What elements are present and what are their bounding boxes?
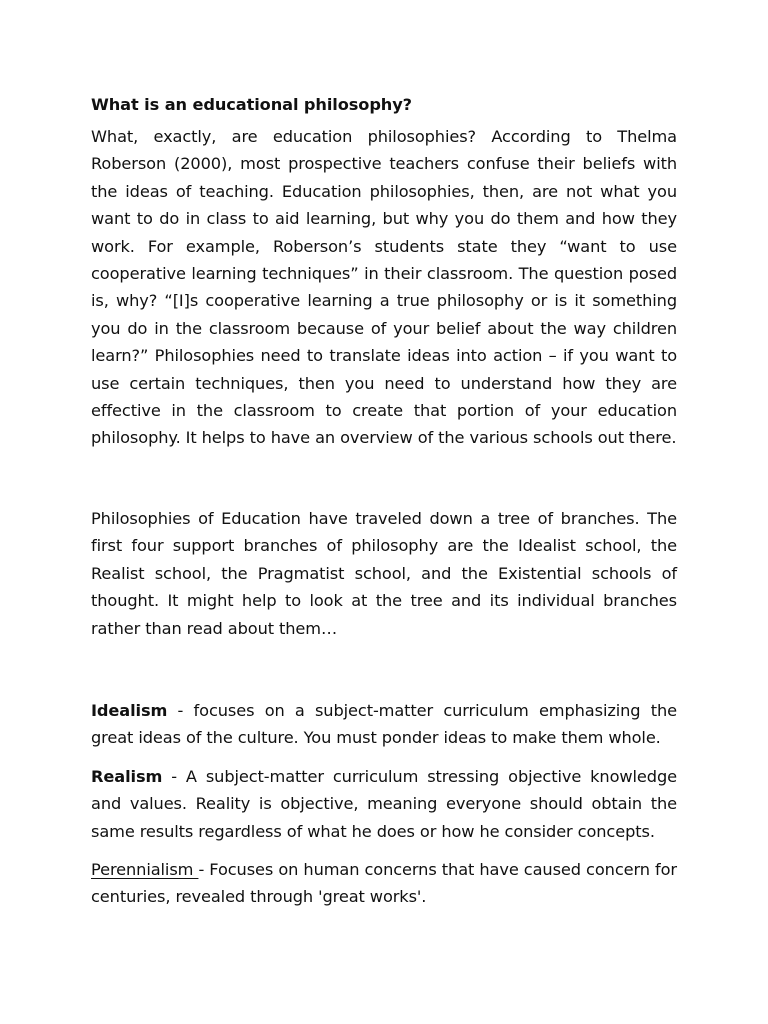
definition-perennialism-text: - Focuses on human concerns that have caused concern for centuries, revealed through 'great works'. <box>91 859 677 907</box>
term-perennialism: Perennialism <box>91 859 199 879</box>
tree-paragraph: Philosophies of Education have traveled down a tree of branches. The first four support branches of philosophy are the Idealist school, the Realist school, the Pragmatist school, and the Existential schools of thought. It might help to look at the tree and its individual branches rather than read about them… <box>91 508 677 638</box>
term-realism: Realism <box>91 766 163 786</box>
definition-idealism-text: - focuses on a subject-matter curriculum emphasizing the great ideas of the culture. You must ponder ideas to make them whole. <box>91 700 677 748</box>
definition-realism <box>91 763 677 845</box>
definition-realism-text: - A subject-matter curriculum stressing objective knowledge and values. Reality is objective, meaning everyone should obtain the same results regardless of what he does or how he consider concepts. <box>91 766 677 841</box>
document-heading: What is an educational philosophy? <box>91 95 412 114</box>
definition-idealism <box>91 697 677 752</box>
term-idealism: Idealism <box>91 700 168 720</box>
intro-paragraph: What, exactly, are education philosophies? According to Thelma Roberson (2000), most prospective teachers confuse their beliefs with the ideas of teaching. Education philosophies, then, are not what you want to do in class to aid learning, but why you do them and how they work. For example, Roberson’s students state they “want to use cooperative learning techniques” in their classroom. The question posed is, why? “[I]s cooperative learning a true philosophy or is it something you do in the classroom because of your belief about the way children learn?” Philosophies need to translate ideas into action – if you want to use certain techniques, then you need to understand how they are effective in the classroom to create that portion of your education philosophy. It helps to have an overview of the various schools out there. <box>91 127 677 448</box>
definition-perennialism <box>91 856 677 911</box>
